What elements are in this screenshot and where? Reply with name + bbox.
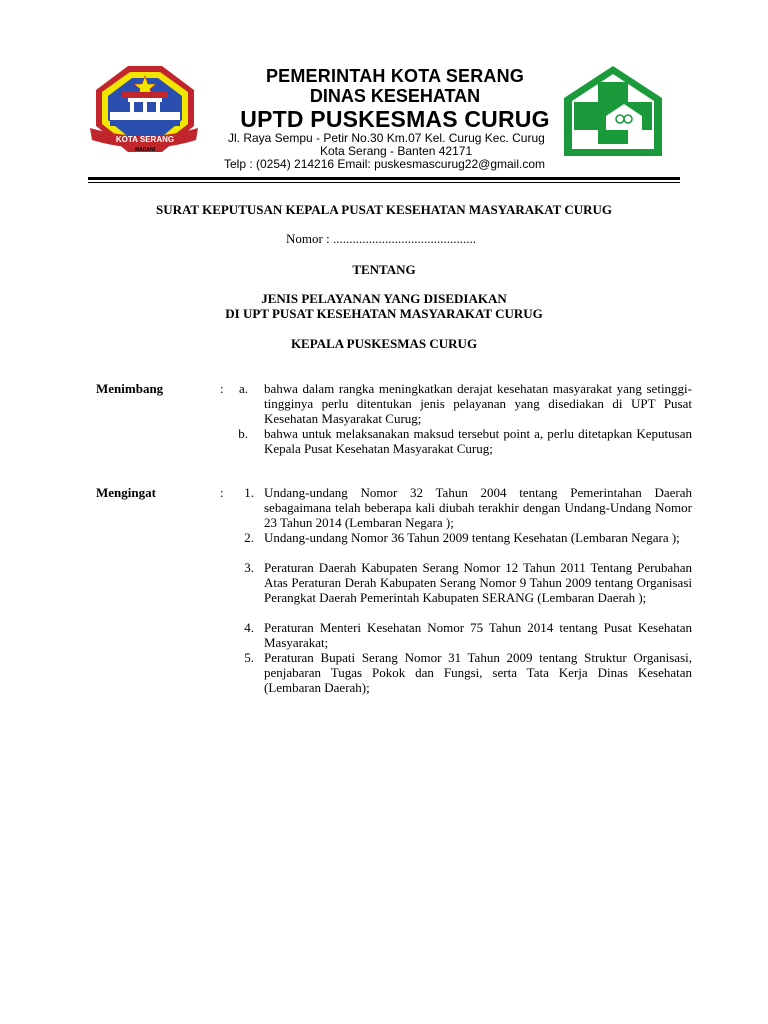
document-subject-line2: DI UPT PUSAT KESEHATAN MASYARAKAT CURUG bbox=[225, 306, 543, 321]
recalling-label: Mengingat bbox=[96, 485, 156, 500]
recalling-marker-4: 4. bbox=[244, 620, 254, 635]
document-subject-line1: JENIS PELAYANAN YANG DISEDIAKAN bbox=[261, 291, 507, 306]
considering-item-a: bahwa dalam rangka meningkatkan derajat kesehatan masyarakat yang setinggi-tingginya perlu ditentukan jenis pelayanan yang disediakan di UPT Pusat Kesehatan Masyarakat Curug; bbox=[264, 381, 692, 426]
letterhead-unit: UPTD PUSKESMAS CURUG bbox=[240, 106, 550, 132]
considering-marker-b: b. bbox=[238, 426, 248, 441]
document-title: SURAT KEPUTUSAN KEPALA PUSAT KESEHATAN MASYARAKAT CURUG bbox=[155, 202, 613, 217]
letterhead-address-line1: Jl. Raya Sempu - Petir No.30 Km.07 Kel. Curug Kec. Curug bbox=[228, 131, 545, 145]
considering-label: Menimbang bbox=[96, 381, 164, 396]
document-official: KEPALA PUSKESMAS CURUG bbox=[290, 336, 478, 351]
document-number: Nomor : ............................................ bbox=[286, 231, 476, 246]
letterhead-address-line2: Kota Serang - Banten 42171 bbox=[320, 144, 473, 158]
considering-item-b: bahwa untuk melaksanakan maksud tersebut point a, perlu ditetapkan Keputusan Kepala Pusat Kesehatan Masyarakat Curug; bbox=[264, 426, 692, 456]
recalling-item-1: Undang-undang Nomor 32 Tahun 2004 tentang Pemerintahan Daerah sebagaimana telah beberapa kali diubah terakhir dengan Undang-Undang Nomor 23 Tahun 2014 (Lembaran Negara ); bbox=[264, 485, 692, 530]
recalling-item-3: Peraturan Daerah Kabupaten Serang Nomor 12 Tahun 2011 Tentang Perubahan Atas Peraturan Derah Kabupaten Serang Nomor 9 Tahun 2009 tentang Organisasi Perangkat Daerah Pemerintah Kabupaten SERANG (Lembaran Daerah ); bbox=[264, 560, 692, 605]
letterhead-divider-thin bbox=[88, 182, 680, 183]
document-about-heading: TENTANG bbox=[352, 262, 416, 277]
recalling-item-5: Peraturan Bupati Serang Nomor 31 Tahun 2009 tentang Struktur Organisasi, penjabaran Tugas Pokok dan Fungsi, serta Tata Kerja Dinas Kesehatan (Lembaran Daerah); bbox=[264, 650, 692, 695]
kota-serang-logo bbox=[88, 62, 200, 156]
recalling-item-2: Undang-undang Nomor 36 Tahun 2009 tentang Kesehatan (Lembaran Negara ); bbox=[264, 530, 680, 545]
recalling-item-4: Peraturan Menteri Kesehatan Nomor 75 Tahun 2014 tentang Pusat Kesehatan Masyarakat; bbox=[264, 620, 692, 650]
recalling-colon: : bbox=[220, 485, 224, 500]
recalling-marker-3: 3. bbox=[244, 560, 254, 575]
letterhead-contact: Telp : (0254) 214216 Email: puskesmascurug22@gmail.com bbox=[224, 157, 546, 171]
recalling-marker-1: 1. bbox=[244, 485, 254, 500]
considering-marker-a: a. bbox=[238, 381, 248, 396]
recalling-marker-2: 2. bbox=[244, 530, 254, 545]
letterhead-government: PEMERINTAH KOTA SERANG bbox=[265, 66, 525, 86]
recalling-marker-5: 5. bbox=[244, 650, 254, 665]
letterhead-divider bbox=[88, 177, 680, 180]
svg-text:KOTA SERANG: KOTA SERANG bbox=[115, 135, 175, 144]
letterhead-department: DINAS KESEHATAN bbox=[309, 86, 481, 106]
considering-colon: : bbox=[220, 381, 224, 396]
svg-text:MADANI: MADANI bbox=[135, 147, 155, 153]
